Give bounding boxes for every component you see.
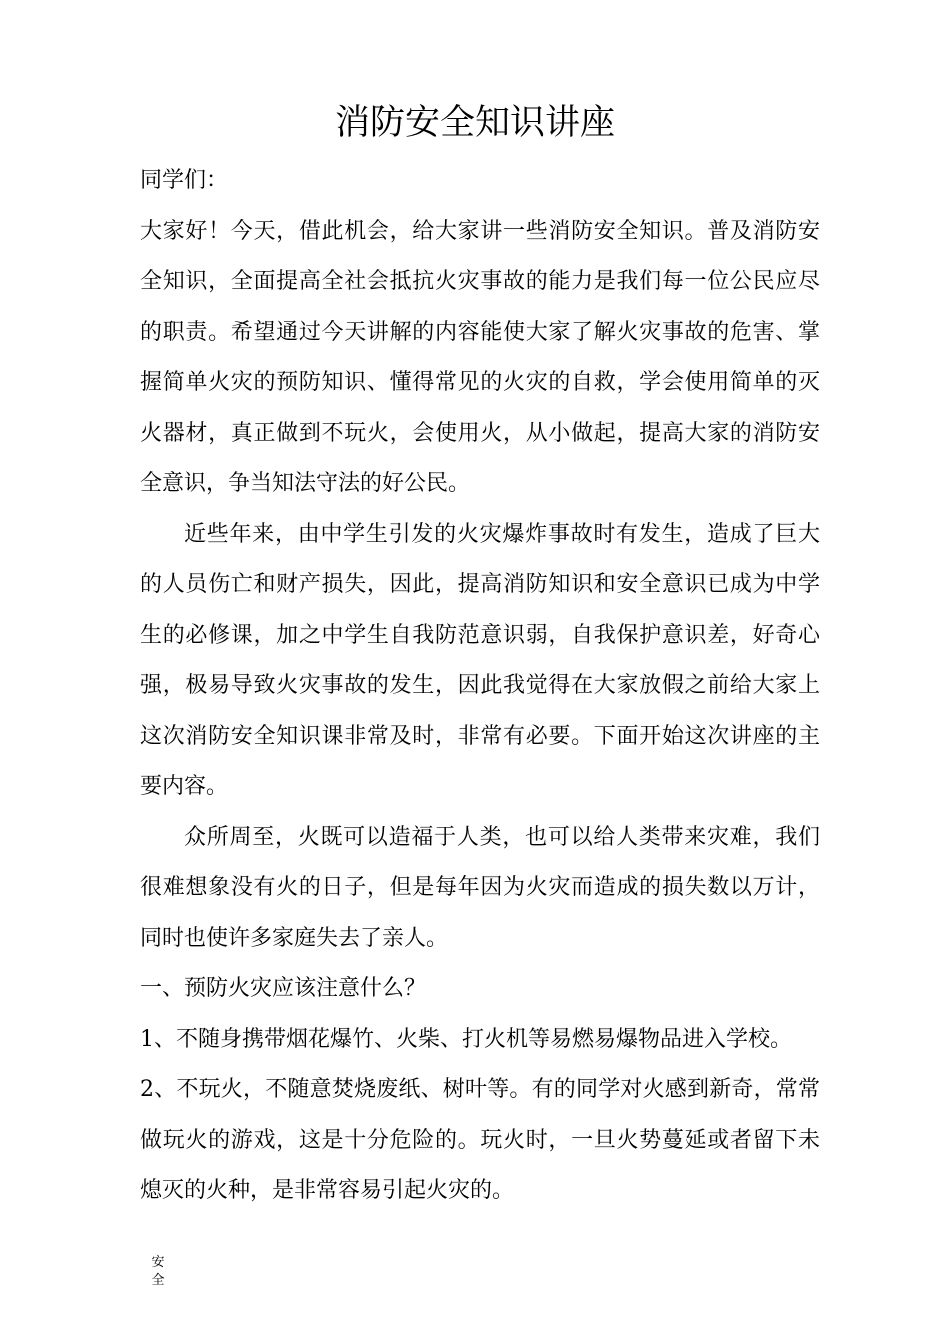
paragraph-fire-intro: 众所周至，火既可以造福于人类，也可以给人类带来灾难，我们很难想象没有火的日子，但是每年因为火灾而造成的损失数以万计，同时也使许多家庭失去了亲人。 bbox=[140, 824, 820, 951]
paragraph-greeting: 大家好！今天，借此机会，给大家讲一些消防安全知识。普及消防安全知识，全面提高全社会抵抗火灾事故的能力是我们每一位公民应尽的职责。希望通过今天讲解的内容能使大家了解火灾事故的危害、掌握简单火灾的预防知识、懂得常见的火灾的自救，学会使用简单的灭火器材，真正做到不玩火，会使用火，从小做起，提高大家的消防安全意识，争当知法守法的好公民。 bbox=[140, 218, 820, 496]
document-title: 消防安全知识讲座 bbox=[334, 103, 615, 143]
paragraph-background: 近些年来，由中学生引发的火灾爆炸事故时有发生，造成了巨大的人员伤亡和财产损失，因此，提高消防知识和安全意识已成为中学生的必修课，加之中学生自我防范意识弱，自我保护意识差，好奇心强，极易导致火灾事故的发生，因此我觉得在大家放假之前给大家上这次消防安全知识课非常及时，非常有必要。下面开始这次讲座的主要内容。 bbox=[140, 521, 820, 799]
document-body bbox=[140, 156, 820, 1217]
list-item-2: 2、不玩火，不随意焚烧废纸、树叶等。有的同学对火感到新奇，常常做玩火的游戏，这是十分危险的。玩火时，一旦火势蔓延或者留下未熄灭的火种，是非常容易引起火灾的。 bbox=[140, 1077, 820, 1203]
list-item-1: 1、不随身携带烟花爆竹、火柴、打火机等易燃易爆物品进入学校。 bbox=[140, 1026, 792, 1052]
footer-mark: 安全 bbox=[151, 1255, 165, 1288]
section-heading-prevention: 一、预防火灾应该注意什么？ bbox=[140, 976, 427, 1001]
paragraph-salutation: 同学们： bbox=[140, 168, 229, 193]
